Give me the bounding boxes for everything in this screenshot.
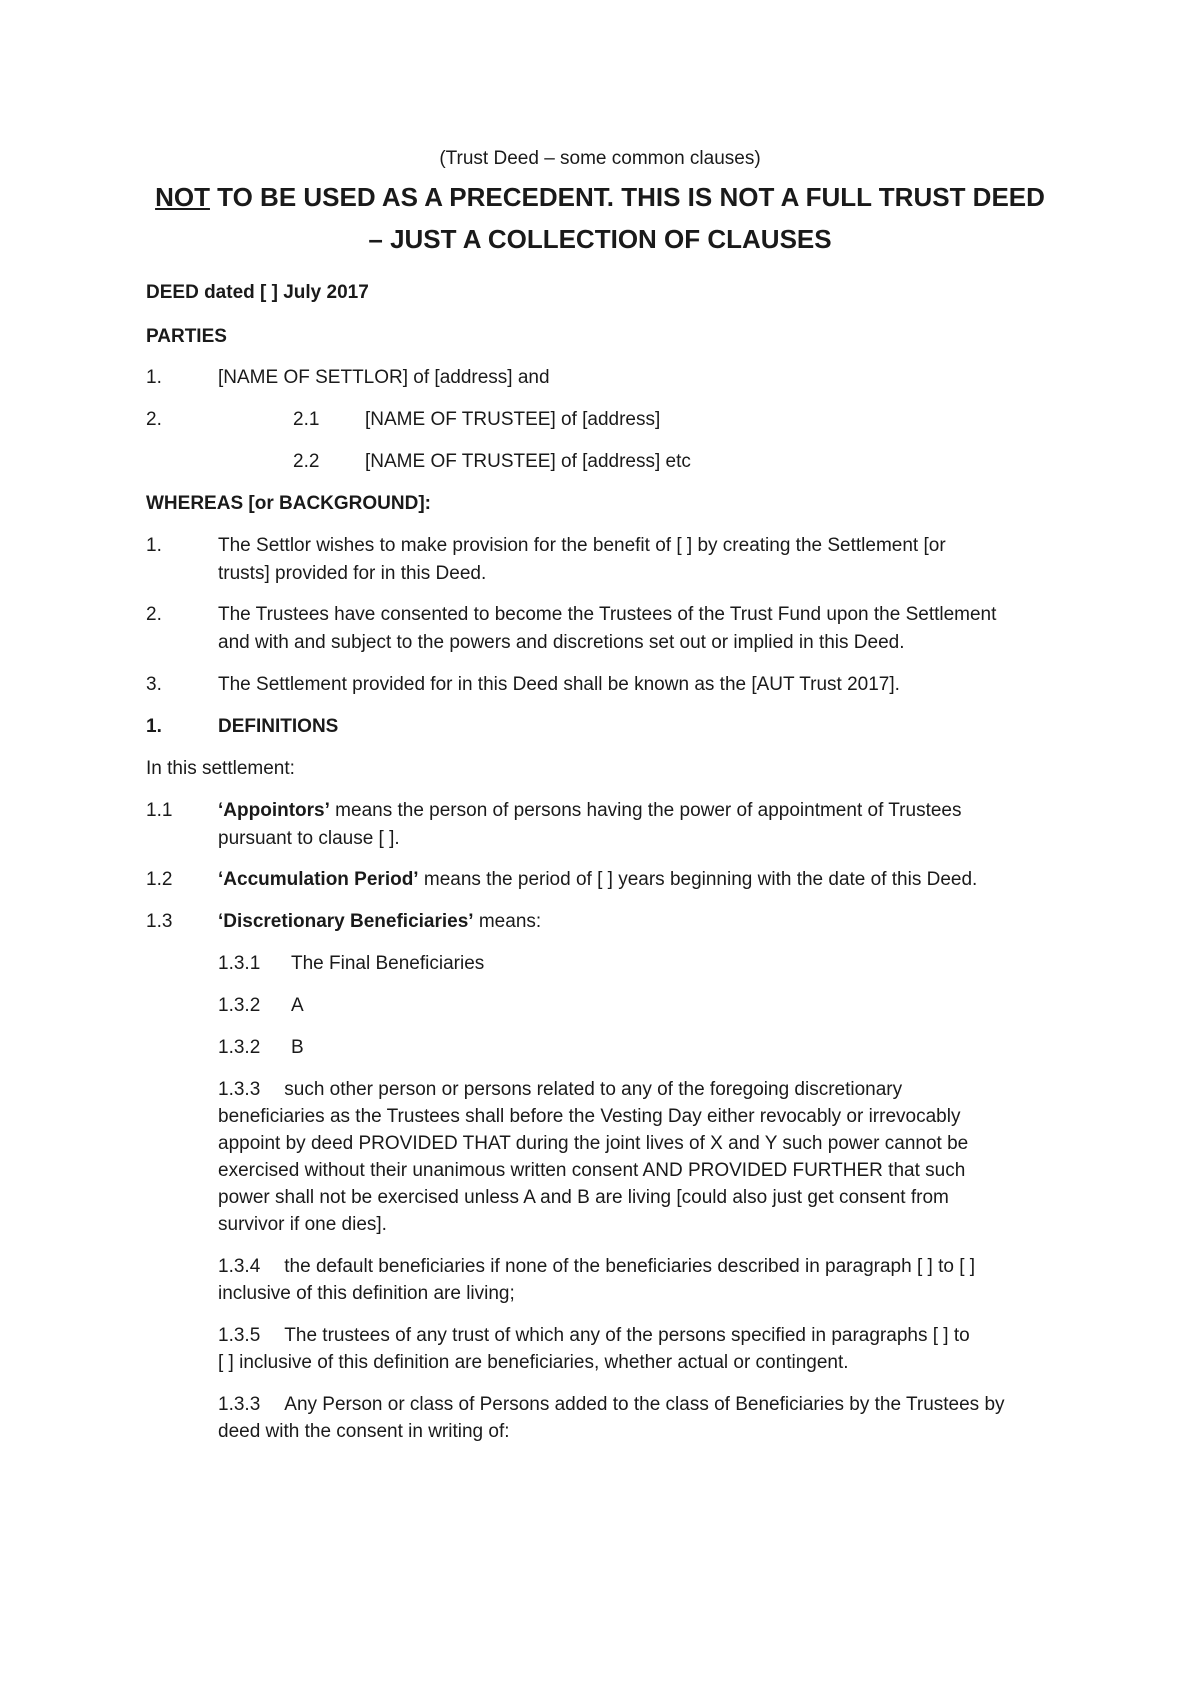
subclause-1-3-5-number: 1.3.5 [218,1325,261,1346]
definition-1-3-number: 1.3 [146,911,173,932]
subclause-1-3-2-b-text: B [291,1037,304,1058]
warning-not: NOT [155,182,210,212]
subclause-1-3-3-text: such other person or persons related to any of the foregoing discretionary [284,1079,903,1100]
party-1-number: 1. [146,367,162,388]
definition-term: ‘Accumulation Period’ [218,869,419,890]
definition-1-3-line-1 [218,911,541,933]
subclause-1-3-3-b-line-2: deed with the consent in writing of: [218,1421,510,1442]
subclause-1-3-1-text: The Final Beneficiaries [291,953,485,974]
whereas-3-line-1: The Settlement provided for in this Deed shall be known as the [AUT Trust 2017]. [218,674,900,695]
party-2-2-number: 2.2 [293,451,320,472]
whereas-heading: WHEREAS [or BACKGROUND]: [146,493,431,514]
party-2-1-text: [NAME OF TRUSTEE] of [address] [365,409,661,430]
definition-1-1-line-2: pursuant to clause [ ]. [218,828,400,849]
subclause-1-3-1-number: 1.3.1 [218,953,261,974]
subclause-1-3-3-b-number: 1.3.3 [218,1394,261,1415]
definition-1-2-line-1 [218,869,977,891]
subclause-1-3-4-text: the default beneficiaries if none of the beneficiaries described in paragraph [ ] to [ ] [284,1256,976,1277]
party-2-1-number: 2.1 [293,409,320,430]
warning-line-2: – JUST A COLLECTION OF CLAUSES [368,224,832,254]
whereas-2-line-2: and with and subject to the powers and discretions set out or implied in this Deed. [218,632,905,653]
definition-1-1-line-1 [218,800,962,822]
definitions-intro: In this settlement: [146,758,295,779]
party-2-number: 2. [146,409,162,430]
deed-dated: DEED dated [ ] July 2017 [146,282,369,303]
subclause-1-3-4-line-2: inclusive of this definition are living; [218,1283,515,1304]
definitions-heading: DEFINITIONS [218,716,339,737]
subclause-1-3-2-a-number: 1.3.2 [218,995,261,1016]
whereas-3-number: 3. [146,674,162,695]
subclause-1-3-4-number: 1.3.4 [218,1256,261,1277]
party-2-2-text: [NAME OF TRUSTEE] of [address] etc [365,451,691,472]
definition-text: means: [473,911,542,932]
subclause-1-3-3-b-text: Any Person or class of Persons added to the class of Beneficiaries by the Trustees by [284,1394,1005,1415]
whereas-1-number: 1. [146,535,162,556]
subclause-1-3-3-line-5: power shall not be exercised unless A and B are living [could also just get consent from [218,1187,949,1208]
whereas-2-line-1: The Trustees have consented to become the Trustees of the Trust Fund upon the Settlement [218,604,997,625]
definition-text: means the period of [ ] years beginning with the date of this Deed. [418,869,978,890]
warning-line-1-text: TO BE USED AS A PRECEDENT. THIS IS NOT A FULL TRUST DEED [209,182,1045,212]
subclause-1-3-5-text: The trustees of any trust of which any of the persons specified in paragraphs [ ] to [284,1325,970,1346]
definition-1-1-number: 1.1 [146,800,173,821]
whereas-1-line-2: trusts] provided for in this Deed. [218,563,487,584]
subclause-1-3-3-line-6: survivor if one dies]. [218,1214,387,1235]
document-subtitle: (Trust Deed – some common clauses) [439,148,761,169]
definitions-number: 1. [146,716,162,737]
definition-text: means the person of persons having the power of appointment of Trustees [329,800,962,821]
subclause-1-3-3-number: 1.3.3 [218,1079,261,1100]
subclause-1-3-3-line-4: exercised without their unanimous written consent AND PROVIDED FURTHER that such [218,1160,966,1181]
warning-line-1 [0,182,1200,212]
definition-term: ‘Discretionary Beneficiaries’ [218,911,474,932]
subclause-1-3-5-line-2: [ ] inclusive of this definition are beneficiaries, whether actual or contingent. [218,1352,849,1373]
definition-term: ‘Appointors’ [218,800,330,821]
party-1-text: [NAME OF SETTLOR] of [address] and [218,367,550,388]
subclause-1-3-2-b-number: 1.3.2 [218,1037,261,1058]
subclause-1-3-4-line-1 [218,1256,975,1278]
subclause-1-3-3-line-2: beneficiaries as the Trustees shall before the Vesting Day either revocably or irrevocably [218,1106,961,1127]
subclause-1-3-3-line-1 [218,1079,902,1101]
whereas-1-line-1: The Settlor wishes to make provision for the benefit of [ ] by creating the Settlement [or [218,535,946,556]
subclause-1-3-3-b-line-1 [218,1394,1005,1416]
parties-heading: PARTIES [146,326,227,347]
whereas-2-number: 2. [146,604,162,625]
definition-1-2-number: 1.2 [146,869,173,890]
subclause-1-3-2-a-text: A [291,995,304,1016]
subclause-1-3-3-line-3: appoint by deed PROVIDED THAT during the joint lives of X and Y such power cannot be [218,1133,969,1154]
subclause-1-3-5-line-1 [218,1325,970,1347]
